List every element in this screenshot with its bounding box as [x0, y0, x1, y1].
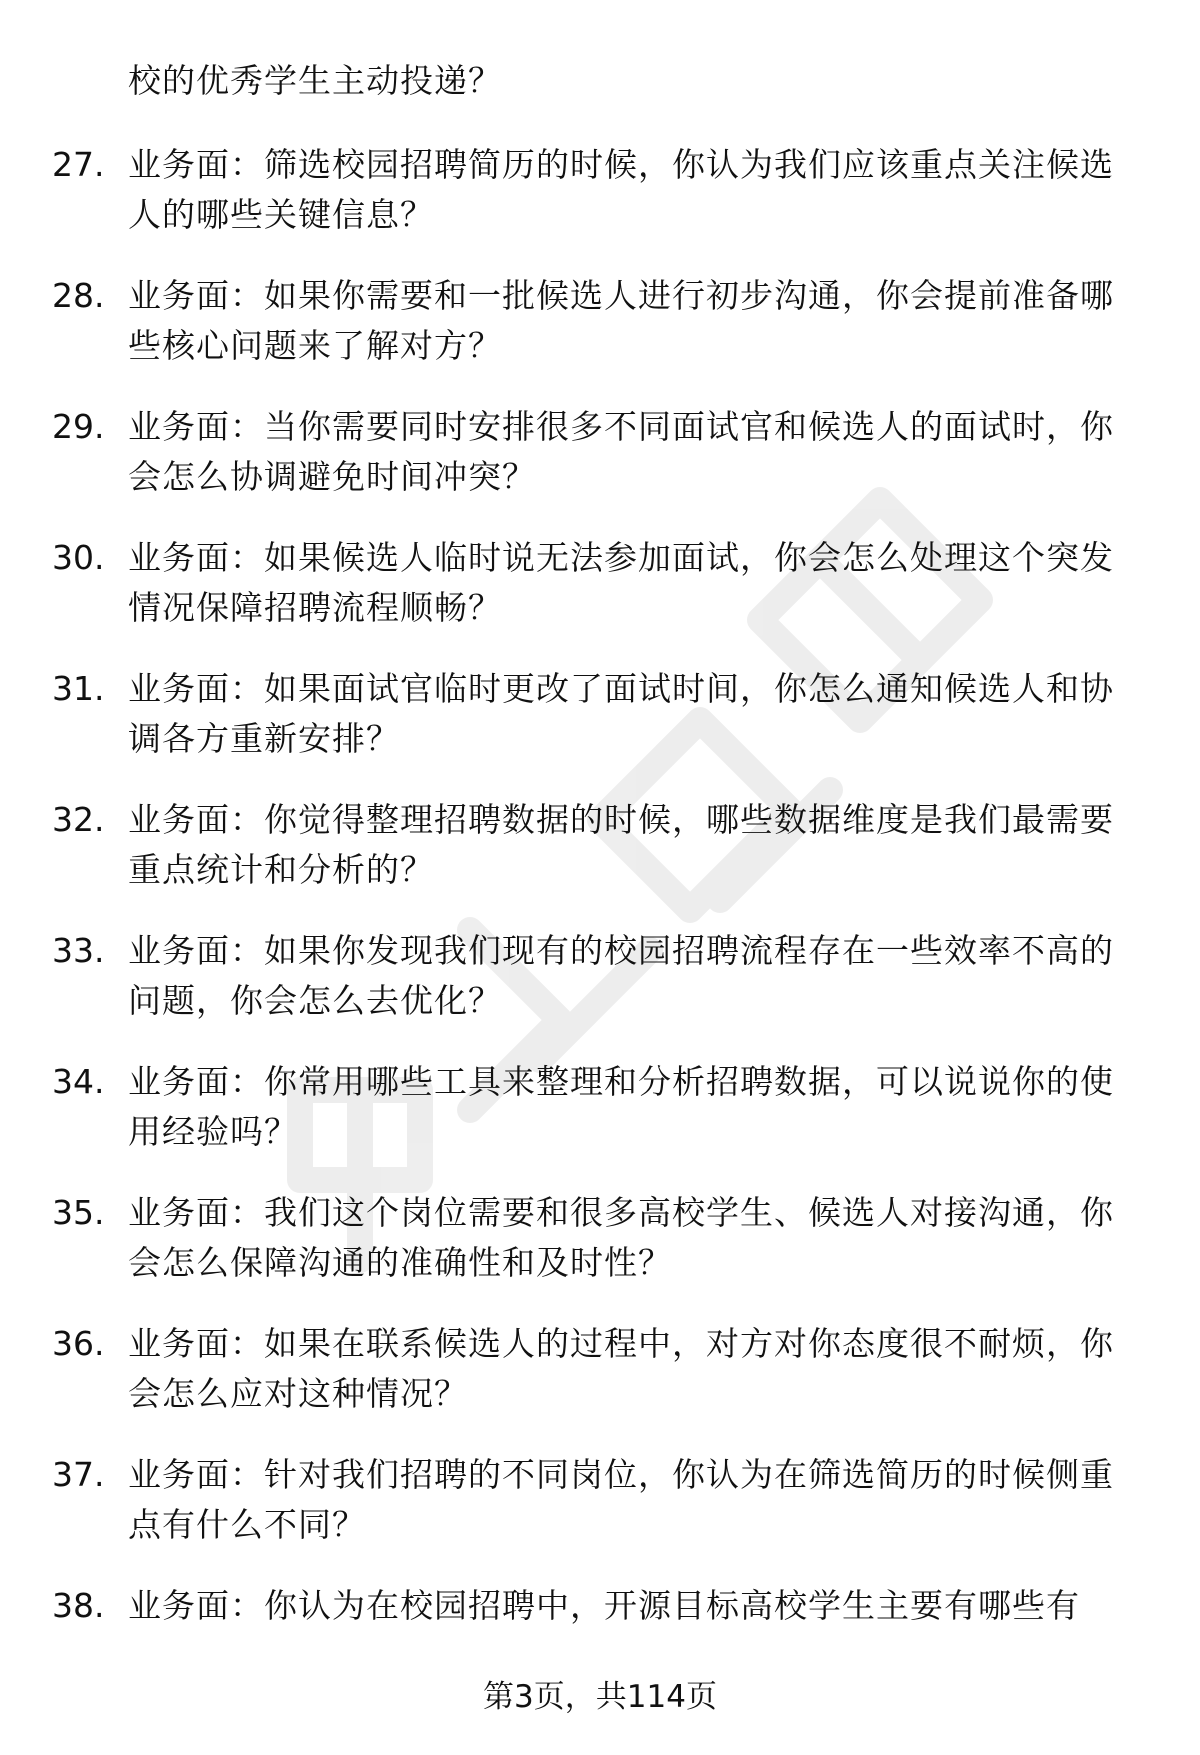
question-item	[0, 533, 1200, 633]
question-item	[0, 664, 1200, 764]
question-number: 30.	[52, 538, 105, 577]
question-number: 31.	[52, 669, 105, 708]
question-item	[0, 1450, 1200, 1550]
question-text: 业务面：如果候选人临时说无法参加面试，你会怎么处理这个突发情况保障招聘流程顺畅？	[128, 538, 1114, 627]
question-item	[0, 1581, 1200, 1681]
question-text: 业务面：你觉得整理招聘数据的时候，哪些数据维度是我们最需要重点统计和分析的？	[128, 800, 1114, 889]
question-text: 业务面：筛选校园招聘简历的时候，你认为我们应该重点关注候选人的哪些关键信息？	[128, 145, 1114, 234]
question-number: 29.	[52, 407, 105, 446]
question-text: 业务面：我们这个岗位需要和很多高校学生、候选人对接沟通，你会怎么保障沟通的准确性和及时性？	[128, 1193, 1114, 1282]
question-number: 27.	[52, 145, 105, 184]
question-number: 37.	[52, 1455, 105, 1494]
question-text: 业务面：当你需要同时安排很多不同面试官和候选人的面试时，你会怎么协调避免时间冲突？	[128, 407, 1114, 496]
question-number: 28.	[52, 276, 105, 315]
question-text: 业务面：你认为在校园招聘中，开源目标高校学生主要有哪些有	[128, 1586, 1080, 1625]
question-item	[0, 1319, 1200, 1419]
question-text: 业务面：如果在联系候选人的过程中，对方对你态度很不耐烦，你会怎么应对这种情况？	[128, 1324, 1114, 1413]
question-text: 业务面：如果你需要和一批候选人进行初步沟通，你会提前准备哪些核心问题来了解对方？	[128, 276, 1114, 365]
question-number: 36.	[52, 1324, 105, 1363]
question-number: 33.	[52, 931, 105, 970]
question-item	[0, 1057, 1200, 1157]
question-item	[0, 271, 1200, 371]
question-item	[0, 926, 1200, 1026]
question-item	[0, 402, 1200, 502]
question-number: 38.	[52, 1586, 105, 1625]
question-item	[0, 795, 1200, 895]
question-text: 业务面：针对我们招聘的不同岗位，你认为在筛选简历的时候侧重点有什么不同？	[128, 1455, 1114, 1544]
question-number: 32.	[52, 800, 105, 839]
question-list	[0, 140, 1200, 1712]
question-text: 业务面：如果你发现我们现有的校园招聘流程存在一些效率不高的问题，你会怎么去优化？	[128, 931, 1114, 1020]
question-text: 业务面：你常用哪些工具来整理和分析招聘数据，可以说说你的使用经验吗？	[128, 1062, 1114, 1151]
page-footer: 第3页，共114页	[483, 1679, 717, 1715]
continuation-line: 校的优秀学生主动投递？	[128, 61, 502, 100]
question-number: 34.	[52, 1062, 105, 1101]
question-number: 35.	[52, 1193, 105, 1232]
question-text: 业务面：如果面试官临时更改了面试时间，你怎么通知候选人和协调各方重新安排？	[128, 669, 1114, 758]
question-item	[0, 1188, 1200, 1288]
question-item	[0, 140, 1200, 240]
